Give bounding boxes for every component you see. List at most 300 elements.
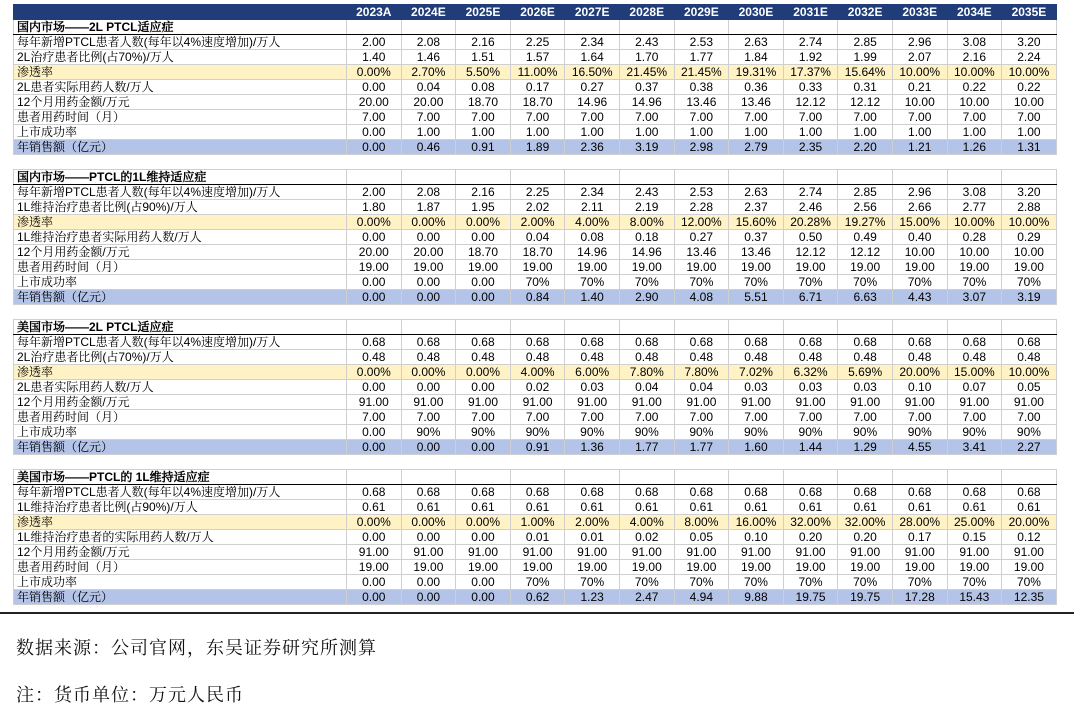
value-cell: 0.02 — [510, 380, 565, 395]
value-cell: 16.00% — [729, 515, 784, 530]
value-cell: 19.75 — [783, 590, 838, 605]
value-cell: 0.68 — [565, 335, 620, 350]
value-cell: 91.00 — [947, 545, 1002, 560]
spacer-cell — [619, 455, 674, 470]
value-cell: 3.41 — [947, 440, 1002, 455]
value-cell: 0.68 — [619, 485, 674, 500]
value-cell: 0.00 — [401, 230, 456, 245]
section-title: 国内市场——PTCL的1L维持适应症 — [14, 170, 347, 185]
year-header-cell: 2029E — [674, 5, 729, 20]
value-cell: 3.19 — [1002, 290, 1057, 305]
value-cell: 0.68 — [674, 335, 729, 350]
value-cell: 1.87 — [401, 200, 456, 215]
sales-row — [14, 290, 1057, 305]
value-cell: 4.00% — [619, 515, 674, 530]
value-cell: 2.46 — [783, 200, 838, 215]
value-cell: 0.00 — [347, 425, 402, 440]
value-cell: 0.68 — [838, 335, 893, 350]
value-cell: 70% — [892, 275, 947, 290]
value-cell: 19.00 — [565, 260, 620, 275]
value-cell: 0.08 — [565, 230, 620, 245]
row-label: 渗透率 — [14, 515, 347, 530]
value-cell: 0.00 — [347, 530, 402, 545]
spacer-cell — [14, 155, 347, 170]
row-label: 渗透率 — [14, 365, 347, 380]
value-cell: 70% — [838, 575, 893, 590]
row-label: 年销售额（亿元） — [14, 140, 347, 155]
empty-cell — [510, 170, 565, 185]
value-cell: 2.11 — [565, 200, 620, 215]
value-cell: 18.70 — [510, 95, 565, 110]
value-cell: 7.00 — [1002, 410, 1057, 425]
value-cell: 0.00 — [401, 575, 456, 590]
value-cell: 0.00 — [347, 575, 402, 590]
value-cell: 70% — [947, 275, 1002, 290]
value-cell: 0.40 — [892, 230, 947, 245]
value-cell: 0.00 — [456, 575, 511, 590]
value-cell: 0.68 — [510, 335, 565, 350]
table-row — [14, 530, 1057, 545]
value-cell: 32.00% — [838, 515, 893, 530]
value-cell: 1.00 — [783, 125, 838, 140]
value-cell: 0.12 — [1002, 530, 1057, 545]
value-cell: 19.00 — [456, 560, 511, 575]
value-cell: 0.00 — [401, 530, 456, 545]
value-cell: 0.00 — [347, 440, 402, 455]
value-cell: 19.00 — [347, 560, 402, 575]
row-label: 2L患者实际用药人数/万人 — [14, 80, 347, 95]
spacer-cell — [838, 305, 893, 320]
table-row — [14, 350, 1057, 365]
value-cell: 6.00% — [565, 365, 620, 380]
value-cell: 0.68 — [565, 485, 620, 500]
value-cell: 0.21 — [892, 80, 947, 95]
value-cell: 7.00 — [456, 410, 511, 425]
value-cell: 12.12 — [783, 245, 838, 260]
value-cell: 0.50 — [783, 230, 838, 245]
sales-row — [14, 140, 1057, 155]
value-cell: 91.00 — [729, 545, 784, 560]
value-cell: 90% — [401, 425, 456, 440]
value-cell: 0.38 — [674, 80, 729, 95]
empty-cell — [565, 320, 620, 335]
value-cell: 2.85 — [838, 185, 893, 200]
spacer-cell — [947, 155, 1002, 170]
value-cell: 7.00 — [783, 110, 838, 125]
value-cell: 2.96 — [892, 35, 947, 50]
value-cell: 11.00% — [510, 65, 565, 80]
row-label: 上市成功率 — [14, 275, 347, 290]
value-cell: 1.23 — [565, 590, 620, 605]
empty-cell — [401, 20, 456, 35]
row-label: 1L维持治疗患者的实际用药人数/万人 — [14, 530, 347, 545]
value-cell: 70% — [783, 275, 838, 290]
value-cell: 1.00 — [565, 125, 620, 140]
empty-cell — [510, 320, 565, 335]
value-cell: 1.00 — [947, 125, 1002, 140]
value-cell: 0.00 — [347, 275, 402, 290]
value-cell: 4.00% — [565, 215, 620, 230]
value-cell: 0.18 — [619, 230, 674, 245]
spacer-cell — [674, 155, 729, 170]
empty-cell — [892, 20, 947, 35]
spacer-cell — [1002, 155, 1057, 170]
value-cell: 2.00% — [510, 215, 565, 230]
empty-cell — [674, 170, 729, 185]
value-cell: 7.00 — [619, 410, 674, 425]
sales-row — [14, 440, 1057, 455]
value-cell: 19.27% — [838, 215, 893, 230]
value-cell: 2.66 — [892, 200, 947, 215]
row-label: 渗透率 — [14, 65, 347, 80]
value-cell: 19.00 — [947, 260, 1002, 275]
empty-cell — [674, 470, 729, 485]
value-cell: 2.00 — [347, 35, 402, 50]
empty-cell — [1002, 470, 1057, 485]
spacer-cell — [892, 305, 947, 320]
value-cell: 1.00 — [1002, 125, 1057, 140]
value-cell: 1.00 — [619, 125, 674, 140]
table-row — [14, 260, 1057, 275]
value-cell: 0.49 — [838, 230, 893, 245]
value-cell: 70% — [729, 575, 784, 590]
value-cell: 0.01 — [510, 530, 565, 545]
value-cell: 0.68 — [729, 335, 784, 350]
value-cell: 0.68 — [510, 485, 565, 500]
value-cell: 4.55 — [892, 440, 947, 455]
row-label: 每年新增PTCL患者人数(每年以4%速度增加)/万人 — [14, 185, 347, 200]
value-cell: 0.61 — [1002, 500, 1057, 515]
row-label: 1L维持治疗患者比例(占90%)/万人 — [14, 200, 347, 215]
empty-cell — [510, 20, 565, 35]
section-title-row — [14, 20, 1057, 35]
table-row — [14, 245, 1057, 260]
year-header-cell: 2027E — [565, 5, 620, 20]
empty-cell — [729, 20, 784, 35]
value-cell: 0.61 — [729, 500, 784, 515]
value-cell: 28.00% — [892, 515, 947, 530]
table-row — [14, 80, 1057, 95]
row-label: 12个月用药金额/万元 — [14, 395, 347, 410]
value-cell: 0.29 — [1002, 230, 1057, 245]
value-cell: 10.00 — [892, 95, 947, 110]
value-cell: 0.46 — [401, 140, 456, 155]
empty-cell — [892, 470, 947, 485]
value-cell: 0.00% — [401, 215, 456, 230]
value-cell: 1.57 — [510, 50, 565, 65]
value-cell: 0.61 — [892, 500, 947, 515]
value-cell: 0.08 — [456, 80, 511, 95]
row-label: 12个月用药金额/万元 — [14, 245, 347, 260]
empty-cell — [892, 170, 947, 185]
value-cell: 0.00 — [456, 290, 511, 305]
value-cell: 70% — [838, 275, 893, 290]
value-cell: 16.50% — [565, 65, 620, 80]
value-cell: 2.25 — [510, 35, 565, 50]
row-label: 年销售额（亿元） — [14, 290, 347, 305]
value-cell: 0.00 — [347, 590, 402, 605]
value-cell: 19.00 — [838, 560, 893, 575]
spacer-cell — [783, 305, 838, 320]
spacer-cell — [838, 155, 893, 170]
value-cell: 1.00 — [456, 125, 511, 140]
value-cell: 0.68 — [892, 485, 947, 500]
value-cell: 2.98 — [674, 140, 729, 155]
spacer-cell — [729, 455, 784, 470]
value-cell: 10.00% — [947, 215, 1002, 230]
year-header-cell: 2024E — [401, 5, 456, 20]
section-title-row — [14, 470, 1057, 485]
value-cell: 0.48 — [347, 350, 402, 365]
value-cell: 0.61 — [510, 500, 565, 515]
value-cell: 10.00 — [1002, 95, 1057, 110]
value-cell: 90% — [947, 425, 1002, 440]
value-cell: 70% — [619, 575, 674, 590]
spacer-cell — [783, 155, 838, 170]
value-cell: 14.96 — [619, 245, 674, 260]
empty-cell — [510, 470, 565, 485]
value-cell: 12.12 — [783, 95, 838, 110]
empty-cell — [1002, 320, 1057, 335]
empty-cell — [1002, 170, 1057, 185]
value-cell: 1.77 — [619, 440, 674, 455]
spacer-cell — [456, 305, 511, 320]
value-cell: 21.45% — [619, 65, 674, 80]
forecast-table-body — [14, 5, 1057, 605]
table-row — [14, 200, 1057, 215]
empty-cell — [947, 320, 1002, 335]
value-cell: 90% — [783, 425, 838, 440]
value-cell: 90% — [619, 425, 674, 440]
empty-cell — [947, 170, 1002, 185]
spacer-cell — [783, 455, 838, 470]
value-cell: 10.00% — [1002, 65, 1057, 80]
value-cell: 0.00 — [401, 440, 456, 455]
value-cell: 0.68 — [401, 335, 456, 350]
year-header-cell: 2033E — [892, 5, 947, 20]
value-cell: 2.16 — [947, 50, 1002, 65]
value-cell: 6.71 — [783, 290, 838, 305]
spacer-cell — [565, 155, 620, 170]
spacer-cell — [510, 455, 565, 470]
value-cell: 90% — [838, 425, 893, 440]
year-header-cell: 2025E — [456, 5, 511, 20]
empty-cell — [456, 20, 511, 35]
value-cell: 0.84 — [510, 290, 565, 305]
value-cell: 12.00% — [674, 215, 729, 230]
value-cell: 19.00 — [838, 260, 893, 275]
value-cell: 10.00% — [1002, 215, 1057, 230]
value-cell: 0.61 — [347, 500, 402, 515]
value-cell: 0.37 — [729, 230, 784, 245]
value-cell: 32.00% — [783, 515, 838, 530]
value-cell: 3.20 — [1002, 35, 1057, 50]
value-cell: 1.46 — [401, 50, 456, 65]
spacer-cell — [729, 305, 784, 320]
value-cell: 2.08 — [401, 185, 456, 200]
value-cell: 70% — [565, 275, 620, 290]
empty-cell — [783, 320, 838, 335]
empty-cell — [619, 20, 674, 35]
value-cell: 0.48 — [456, 350, 511, 365]
value-cell: 10.00% — [1002, 365, 1057, 380]
year-header-cell: 2032E — [838, 5, 893, 20]
value-cell: 0.68 — [783, 485, 838, 500]
value-cell: 18.70 — [456, 245, 511, 260]
value-cell: 0.48 — [674, 350, 729, 365]
row-label: 渗透率 — [14, 215, 347, 230]
value-cell: 19.00 — [565, 560, 620, 575]
spacer-cell — [674, 305, 729, 320]
row-label: 上市成功率 — [14, 425, 347, 440]
value-cell: 21.45% — [674, 65, 729, 80]
year-header-cell: 2031E — [783, 5, 838, 20]
empty-cell — [783, 470, 838, 485]
value-cell: 0.68 — [456, 485, 511, 500]
section-title: 美国市场——PTCL的 1L维持适应症 — [14, 470, 347, 485]
value-cell: 1.00 — [838, 125, 893, 140]
empty-cell — [619, 470, 674, 485]
value-cell: 1.21 — [892, 140, 947, 155]
value-cell: 19.00 — [456, 260, 511, 275]
value-cell: 0.27 — [674, 230, 729, 245]
value-cell: 91.00 — [1002, 395, 1057, 410]
value-cell: 0.68 — [1002, 485, 1057, 500]
value-cell: 3.08 — [947, 185, 1002, 200]
spacer-row — [14, 305, 1057, 320]
value-cell: 2.28 — [674, 200, 729, 215]
value-cell: 0.00 — [401, 275, 456, 290]
value-cell: 2.85 — [838, 35, 893, 50]
value-cell: 0.27 — [565, 80, 620, 95]
value-cell: 91.00 — [401, 545, 456, 560]
value-cell: 0.00 — [456, 440, 511, 455]
value-cell: 2.90 — [619, 290, 674, 305]
value-cell: 7.00 — [401, 410, 456, 425]
value-cell: 1.31 — [1002, 140, 1057, 155]
value-cell: 0.68 — [947, 485, 1002, 500]
value-cell: 4.00% — [510, 365, 565, 380]
value-cell: 91.00 — [783, 545, 838, 560]
value-cell: 0.68 — [1002, 335, 1057, 350]
value-cell: 0.00% — [347, 515, 402, 530]
value-cell: 0.00 — [456, 380, 511, 395]
value-cell: 91.00 — [947, 395, 1002, 410]
empty-cell — [401, 470, 456, 485]
value-cell: 0.00% — [456, 515, 511, 530]
value-cell: 2.47 — [619, 590, 674, 605]
empty-cell — [838, 320, 893, 335]
value-cell: 7.00 — [838, 110, 893, 125]
value-cell: 15.00% — [947, 365, 1002, 380]
spacer-cell — [401, 155, 456, 170]
value-cell: 0.28 — [947, 230, 1002, 245]
value-cell: 1.80 — [347, 200, 402, 215]
value-cell: 91.00 — [838, 545, 893, 560]
table-row — [14, 425, 1057, 440]
value-cell: 1.51 — [456, 50, 511, 65]
value-cell: 1.00 — [510, 125, 565, 140]
table-row — [14, 500, 1057, 515]
value-cell: 2.19 — [619, 200, 674, 215]
value-cell: 91.00 — [347, 545, 402, 560]
value-cell: 90% — [1002, 425, 1057, 440]
value-cell: 7.00 — [947, 110, 1002, 125]
value-cell: 13.46 — [674, 245, 729, 260]
value-cell: 7.00 — [838, 410, 893, 425]
value-cell: 2.36 — [565, 140, 620, 155]
spacer-cell — [510, 305, 565, 320]
value-cell: 0.00 — [456, 590, 511, 605]
row-label: 患者用药时间（月） — [14, 260, 347, 275]
value-cell: 20.28% — [783, 215, 838, 230]
value-cell: 19.00 — [783, 260, 838, 275]
value-cell: 7.80% — [674, 365, 729, 380]
value-cell: 15.60% — [729, 215, 784, 230]
value-cell: 0.00% — [401, 365, 456, 380]
row-label: 年销售额（亿元） — [14, 590, 347, 605]
value-cell: 19.00 — [947, 560, 1002, 575]
value-cell: 0.07 — [947, 380, 1002, 395]
value-cell: 0.48 — [783, 350, 838, 365]
value-cell: 0.22 — [1002, 80, 1057, 95]
value-cell: 0.68 — [401, 485, 456, 500]
value-cell: 2.07 — [892, 50, 947, 65]
value-cell: 0.61 — [783, 500, 838, 515]
value-cell: 1.00% — [510, 515, 565, 530]
value-cell: 1.84 — [729, 50, 784, 65]
table-row — [14, 545, 1057, 560]
spacer-cell — [401, 455, 456, 470]
value-cell: 0.37 — [619, 80, 674, 95]
value-cell: 1.60 — [729, 440, 784, 455]
value-cell: 2.53 — [674, 185, 729, 200]
sales-row — [14, 590, 1057, 605]
value-cell: 13.46 — [729, 95, 784, 110]
table-row — [14, 560, 1057, 575]
value-cell: 0.02 — [619, 530, 674, 545]
value-cell: 19.00 — [674, 560, 729, 575]
value-cell: 1.70 — [619, 50, 674, 65]
value-cell: 2.24 — [1002, 50, 1057, 65]
value-cell: 91.00 — [565, 395, 620, 410]
value-cell: 0.04 — [510, 230, 565, 245]
value-cell: 90% — [892, 425, 947, 440]
row-label: 2L治疗患者比例(占70%)/万人 — [14, 50, 347, 65]
section-title-row — [14, 320, 1057, 335]
value-cell: 0.00 — [347, 140, 402, 155]
row-label: 1L维持治疗患者比例(占90%)/万人 — [14, 500, 347, 515]
value-cell: 7.00 — [674, 110, 729, 125]
value-cell: 0.00% — [456, 215, 511, 230]
value-cell: 0.15 — [947, 530, 1002, 545]
empty-cell — [1002, 20, 1057, 35]
value-cell: 2.74 — [783, 35, 838, 50]
value-cell: 12.12 — [838, 245, 893, 260]
value-cell: 0.00 — [456, 230, 511, 245]
table-row — [14, 125, 1057, 140]
value-cell: 1.29 — [838, 440, 893, 455]
empty-cell — [729, 170, 784, 185]
value-cell: 15.64% — [838, 65, 893, 80]
value-cell: 8.00% — [674, 515, 729, 530]
spacer-cell — [347, 305, 402, 320]
value-cell: 90% — [456, 425, 511, 440]
value-cell: 1.92 — [783, 50, 838, 65]
value-cell: 91.00 — [838, 395, 893, 410]
value-cell: 0.91 — [510, 440, 565, 455]
spacer-cell — [347, 455, 402, 470]
